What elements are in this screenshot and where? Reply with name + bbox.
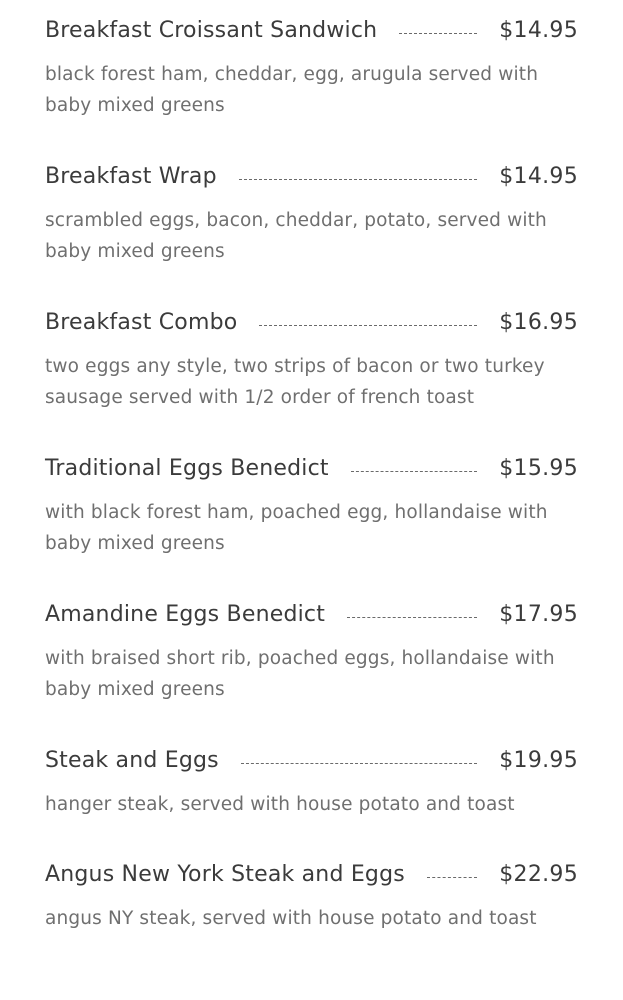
dotted-leader [399,33,477,34]
menu-item-header [45,305,578,339]
dotted-leader [427,877,477,878]
menu-item-name: Traditional Eggs Benedict [45,455,329,481]
menu-item-header [45,597,578,631]
menu-item [45,159,578,267]
dotted-leader [239,179,477,180]
menu-item-name: Breakfast Croissant Sandwich [45,17,378,43]
menu-item-description: black forest ham, cheddar, egg, arugula served with baby mixed greens [45,64,539,116]
menu-item-description: with braised short rib, poached eggs, hollandaise with baby mixed greens [45,648,555,700]
menu-item [45,305,578,413]
dotted-leader [259,325,477,326]
menu-item-header [45,13,578,47]
menu-item-price: $14.95 [499,163,578,189]
menu-item-name: Breakfast Combo [45,309,238,335]
menu-item-description: hanger steak, served with house potato and toast [45,794,515,815]
menu-item-price: $15.95 [499,455,578,481]
menu-item-price: $17.95 [499,601,578,627]
menu-item [45,597,578,705]
menu-item-price: $16.95 [499,309,578,335]
menu-item-header [45,451,578,485]
menu-item [45,743,578,820]
dotted-leader [241,763,477,764]
menu-item-description: scrambled eggs, bacon, cheddar, potato, served with baby mixed greens [45,210,547,262]
menu-item-header [45,857,578,891]
menu-item-name: Breakfast Wrap [45,163,217,189]
menu-item-header [45,743,578,777]
menu-item-description: two eggs any style, two strips of bacon or two turkey sausage served with 1/2 order of french toast [45,356,545,408]
menu-item-price: $14.95 [499,17,578,43]
menu-item-header [45,159,578,193]
menu-item-description: angus NY steak, served with house potato and toast [45,908,537,929]
menu-item [45,857,578,934]
menu-item [45,13,578,121]
menu-item-name: Amandine Eggs Benedict [45,601,326,627]
menu-item [45,451,578,559]
menu-item-name: Steak and Eggs [45,747,219,773]
menu-item-description: with black forest ham, poached egg, hollandaise with baby mixed greens [45,502,548,554]
dotted-leader [351,471,477,472]
menu-item-price: $22.95 [499,861,578,887]
menu-item-name: Angus New York Steak and Eggs [45,861,405,887]
dotted-leader [347,617,477,618]
menu-item-price: $19.95 [499,747,578,773]
